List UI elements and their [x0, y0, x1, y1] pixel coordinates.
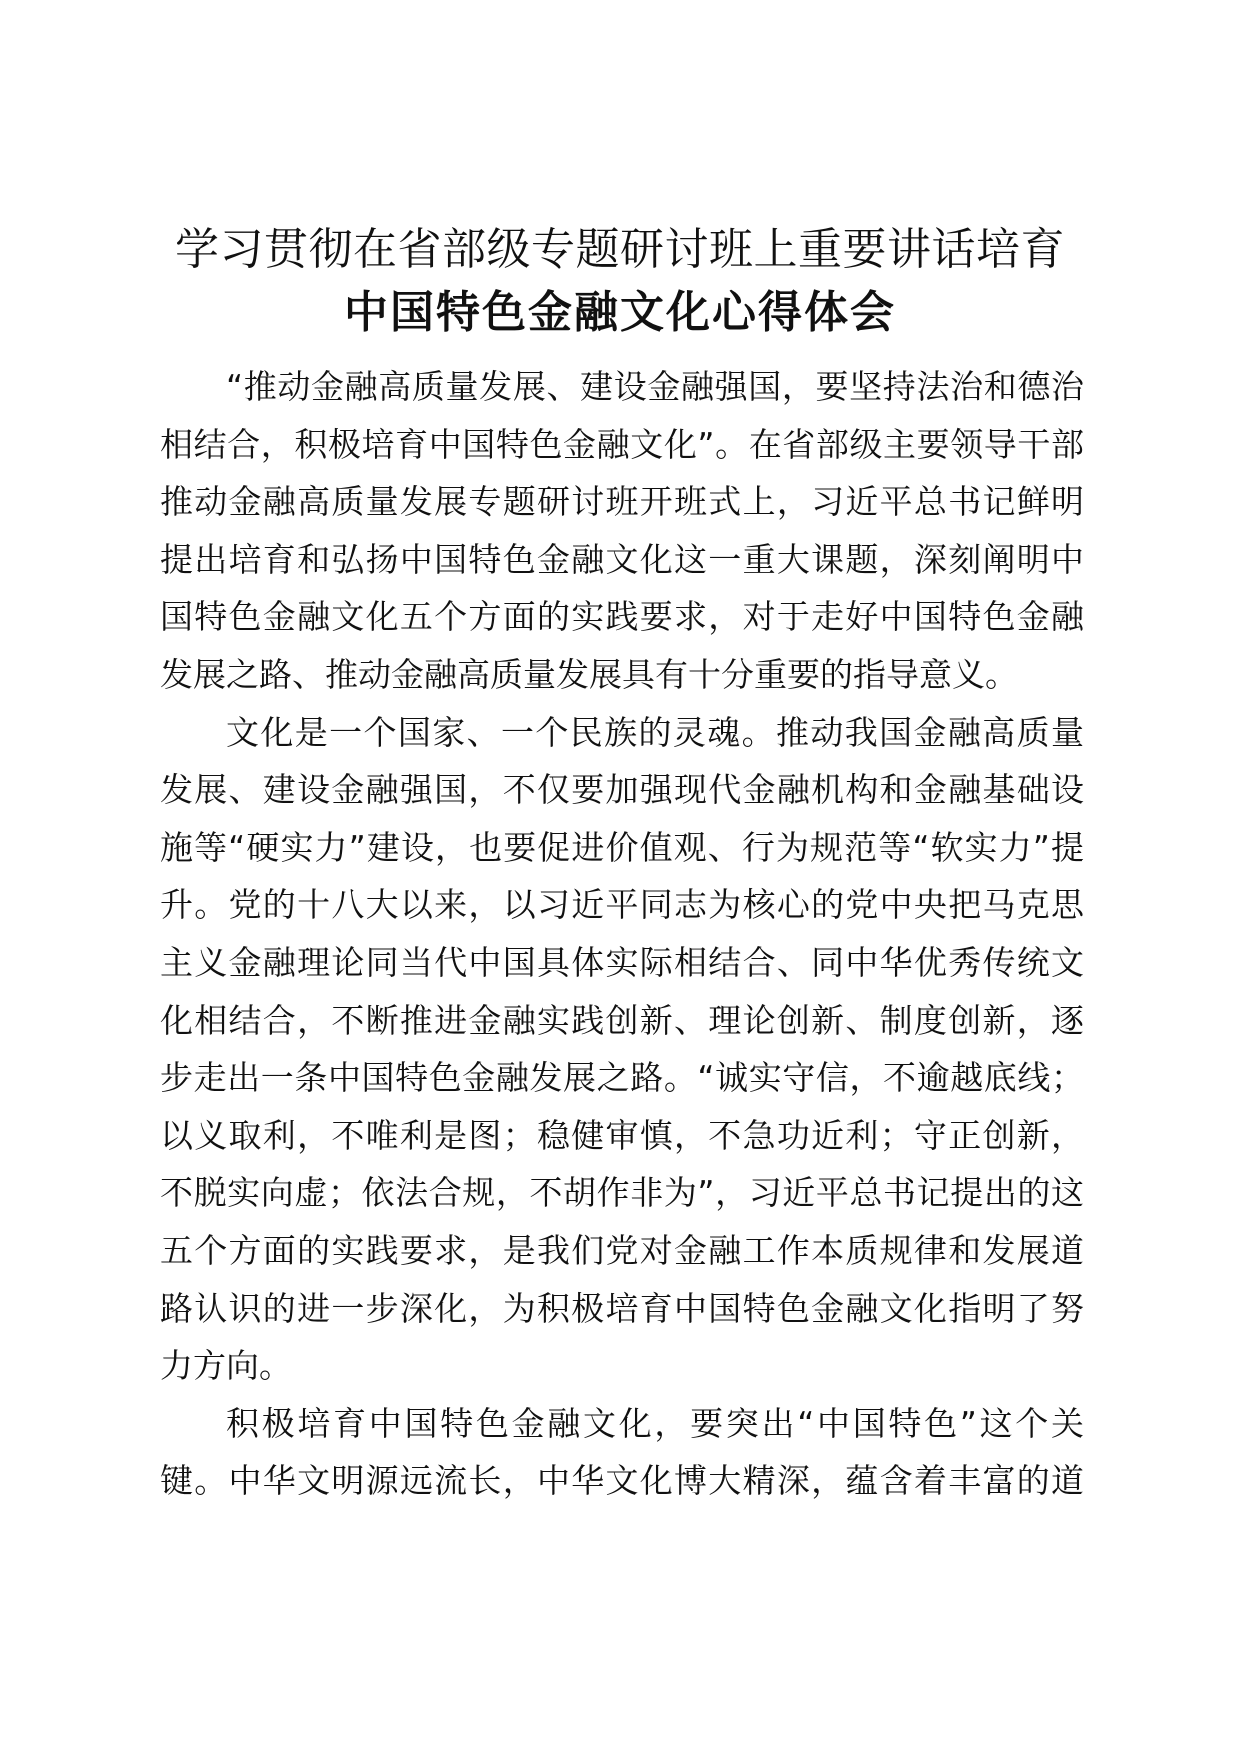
text-line: 以义取利，不唯利是图；稳健审慎，不急功近利；守正创新，: [160, 1115, 1084, 1155]
text-line: 国特色金融文化五个方面的实践要求，对于走好中国特色金融: [160, 597, 1084, 637]
document-title-line: 中国特色金融文化心得体会: [344, 287, 896, 338]
text-line: 不脱实向虚；依法合规，不胡作非为”，习近平总书记提出的这: [160, 1173, 1084, 1213]
document-title: [160, 218, 1080, 344]
text-line: 键。中华文明源远流长，中华文化博大精深，蕴含着丰富的道: [160, 1461, 1084, 1501]
text-line: 文化是一个国家、一个民族的灵魂。推动我国金融高质量: [226, 712, 1084, 752]
document-title-line: 学习贯彻在省部级专题研讨班上重要讲话培育: [175, 224, 1065, 275]
document-body: [160, 358, 1084, 1510]
text-line: 主义金融理论同当代中国具体实际相结合、同中华优秀传统文: [160, 942, 1084, 982]
text-line: 积极培育中国特色金融文化，要突出“中国特色”这个关: [226, 1403, 1084, 1443]
text-line: 化相结合，不断推进金融实践创新、理论创新、制度创新，逐: [160, 1000, 1084, 1040]
paragraph-3: [160, 1395, 1084, 1510]
text-line: 五个方面的实践要求，是我们党对金融工作本质规律和发展道: [160, 1230, 1084, 1270]
text-line: 步走出一条中国特色金融发展之路。“诚实守信，不逾越底线；: [160, 1058, 1084, 1098]
text-line: 力方向。: [160, 1346, 292, 1386]
text-line: 升。党的十八大以来，以习近平同志为核心的党中央把马克思: [160, 885, 1084, 925]
text-line: “推动金融高质量发展、建设金融强国，要坚持法治和德治: [226, 367, 1084, 406]
text-line: 提出培育和弘扬中国特色金融文化这一重大课题，深刻阐明中: [160, 539, 1084, 579]
text-line: 相结合，积极培育中国特色金融文化”。在省部级主要领导干部: [160, 424, 1084, 464]
paragraph-1: [160, 358, 1084, 704]
text-line: 发展、建设金融强国，不仅要加强现代金融机构和金融基础设: [160, 770, 1084, 810]
text-line: 路认识的进一步深化，为积极培育中国特色金融文化指明了努: [160, 1288, 1084, 1328]
text-line: 发展之路、推动金融高质量发展具有十分重要的指导意义。: [160, 654, 1018, 694]
text-line: 施等“硬实力”建设，也要促进价值观、行为规范等“软实力”提: [160, 827, 1084, 867]
paragraph-2: [160, 704, 1084, 1395]
text-line: 推动金融高质量发展专题研讨班开班式上，习近平总书记鲜明: [160, 482, 1084, 522]
